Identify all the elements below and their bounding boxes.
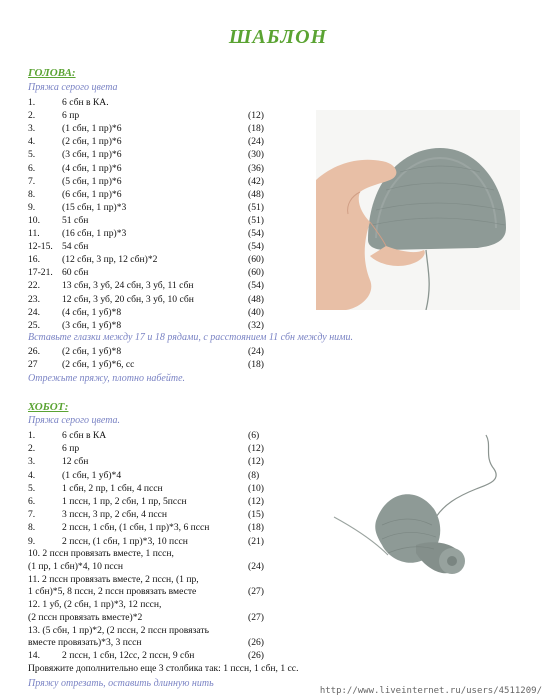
head-row-number: 7. xyxy=(28,175,36,187)
head-row-text: (4 сбн, 1 пр)*6 xyxy=(62,162,122,174)
trunk-end-note: Пряжу отрезать, оставить длинную нить xyxy=(28,678,214,689)
head-final-row-number: 27 xyxy=(28,359,38,370)
trunk-row-text: 2 пссн, (1 сбн, 1 пр)*3, 10 пссн xyxy=(62,535,188,547)
head-row-count: (42) xyxy=(248,175,264,187)
head-final-row-count: (24) xyxy=(248,346,264,357)
head-row-number: 11. xyxy=(28,228,40,239)
head-row-count: (60) xyxy=(248,267,264,279)
head-yarn-note: Пряжа серого цвета xyxy=(28,82,118,93)
head-row-text: 51 сбн xyxy=(62,214,89,226)
trunk-long-row-count: (27) xyxy=(248,611,264,623)
head-row-count: (48) xyxy=(248,293,264,305)
trunk-row-text: 1 сбн, 2 пр, 1 сбн, 4 пссн xyxy=(62,482,163,494)
head-final-row-text: (2 сбн, 1 уб)*6, сс xyxy=(62,359,135,370)
head-row-number: 12-15. xyxy=(28,241,53,253)
head-row-number: 9. xyxy=(28,201,36,213)
trunk-long-row-line1: 10. 2 пссн провязать вместе, 1 пссн, xyxy=(28,548,174,559)
head-row-text: (4 сбн, 1 уб)*8 xyxy=(62,306,122,318)
trunk-long-row-count: (24) xyxy=(248,560,264,572)
head-row-text: (3 сбн, 1 пр)*6 xyxy=(62,149,122,161)
trunk-long-row-text: (2 пссн провязать вместе)*2 xyxy=(28,611,143,623)
head-row-number: 2. xyxy=(28,110,36,122)
trunk-row-count: (18) xyxy=(248,522,264,534)
trunk-row-text: 2 пссн, 1 сбн, (1 сбн, 1 пр)*3, 6 пссн xyxy=(62,522,210,534)
head-row-text: (5 сбн, 1 пр)*6 xyxy=(62,175,122,187)
head-final-row-number: 26. xyxy=(28,346,40,357)
head-row-number: 22. xyxy=(28,280,40,292)
head-row-text: (3 сбн, 1 уб)*8 xyxy=(62,319,122,331)
head-row-count: (12) xyxy=(248,110,264,122)
trunk-row-count: (8) xyxy=(248,469,260,481)
watermark-url: http://www.liveinternet.ru/users/4511209/ xyxy=(319,686,542,696)
trunk-row-number: 4. xyxy=(28,469,36,481)
trunk-row-text: 12 сбн xyxy=(62,456,89,468)
head-row-count: (36) xyxy=(248,162,264,174)
head-row-count: (51) xyxy=(248,214,264,226)
head-row-number: 8. xyxy=(28,188,36,200)
trunk-row-number: 3. xyxy=(28,456,36,468)
head-row-text: (6 сбн, 1 пр)*6 xyxy=(62,188,122,200)
trunk-photo xyxy=(316,425,526,595)
trunk-row-number: 9. xyxy=(28,535,36,547)
head-row-count: (32) xyxy=(248,319,264,331)
trunk-row-number: 2. xyxy=(28,443,36,455)
head-row-number: 25. xyxy=(28,319,40,331)
trunk-row-number: 6. xyxy=(28,496,36,507)
head-row-number: 17-21. xyxy=(28,267,53,279)
trunk-row-count: (12) xyxy=(248,456,264,468)
head-row-number: 3. xyxy=(28,123,36,135)
eyes-note: Вставьте глазки между 17 и 18 рядами, с расстоянием 11 сбн между ними. xyxy=(28,332,354,343)
trunk-long-row-text: 1 сбн)*5, 8 пссн, 2 пссн провязать вместе xyxy=(28,586,197,597)
head-row-count: (18) xyxy=(248,123,264,135)
head-row-text: 12 сбн, 3 уб, 20 сбн, 3 уб, 10 сбн xyxy=(62,293,194,305)
trunk-row-text: 6 сбн в КА xyxy=(62,430,107,441)
head-row-count: (48) xyxy=(248,188,264,200)
head-row-count: (54) xyxy=(248,280,264,292)
head-heading: ГОЛОВА: xyxy=(28,67,76,79)
trunk-row-count: (6) xyxy=(248,430,260,441)
trunk-row-text: 1 пссн, 1 пр, 2 сбн, 1 пр, 5пссн xyxy=(62,496,187,507)
trunk-row-count: (15) xyxy=(248,509,264,521)
trunk-extra-row: Провяжите дополнительно еще 3 столбика так: 1 пссн, 1 сбн, 1 сс. xyxy=(28,663,299,674)
head-row-count: (30) xyxy=(248,149,264,161)
trunk-row-count: (12) xyxy=(248,496,264,507)
trunk-long-row-line1: 11. 2 пссн провязать вместе, 2 пссн, (1 пр, xyxy=(28,573,199,585)
head-row-count: (54) xyxy=(248,241,264,253)
head-row-number: 24. xyxy=(28,306,40,318)
trunk-row-text: (1 сбн, 1 уб)*4 xyxy=(62,469,122,481)
head-row-count: (24) xyxy=(248,136,264,148)
head-row-number: 4. xyxy=(28,136,36,148)
trunk-yarn-note: Пряжа серого цвета. xyxy=(28,415,121,426)
head-row-text: 13 сбн, 3 уб, 24 сбн, 3 уб, 11 сбн xyxy=(62,280,194,292)
trunk-long-row-text: (1 пр, 1 сбн)*4, 10 пссн xyxy=(28,560,124,572)
trunk-row-count: (21) xyxy=(248,535,264,547)
head-photo xyxy=(316,110,520,310)
trunk-heading: ХОБОТ: xyxy=(28,401,69,413)
head-row-number: 1. xyxy=(28,97,36,108)
head-row-number: 16. xyxy=(28,254,40,266)
trunk-long-row-count: (27) xyxy=(248,586,264,597)
head-row-text: (15 сбн, 1 пр)*3 xyxy=(62,201,127,213)
head-row-text: 54 сбн xyxy=(62,241,89,253)
head-final-row-text: (2 сбн, 1 уб)*8 xyxy=(62,346,122,357)
head-end-note: Отрежьте пряжу, плотно набейте. xyxy=(28,373,186,384)
head-row-count: (54) xyxy=(248,228,264,239)
trunk-row-number: 1. xyxy=(28,430,36,441)
head-row-number: 10. xyxy=(28,214,40,226)
head-row-text: (1 сбн, 1 пр)*6 xyxy=(62,123,122,135)
head-row-text: (12 сбн, 3 пр, 12 сбн)*2 xyxy=(62,254,158,266)
head-row-text: (16 сбн, 1 пр)*3 xyxy=(62,228,127,239)
trunk-long-row-text: вместе провязать)*3, 3 пссн xyxy=(28,637,142,648)
head-row-number: 23. xyxy=(28,293,40,305)
trunk-row-number: 7. xyxy=(28,509,36,521)
trunk-long-row-line1: 12. 1 уб, (2 сбн, 1 пр)*3, 12 пссн, xyxy=(28,599,162,610)
trunk-long-row-line1: 13. (5 сбн, 1 пр)*2, (2 пссн, 2 пссн провязать xyxy=(28,624,209,636)
page-title: ШАБЛОН xyxy=(228,26,328,48)
trunk-row-count: (10) xyxy=(248,482,264,494)
head-row-number: 5. xyxy=(28,149,36,161)
trunk-row-count: (12) xyxy=(248,443,264,455)
trunk-row-text: 3 пссн, 3 пр, 2 сбн, 4 пссн xyxy=(62,509,168,521)
trunk-row-number: 8. xyxy=(28,522,36,534)
head-row-text: 60 сбн xyxy=(62,267,89,279)
trunk-row-text: 6 пр xyxy=(62,443,80,455)
head-final-row-count: (18) xyxy=(248,359,264,370)
head-row-text: 6 пр xyxy=(62,110,80,122)
trunk-long-row-count: (26) xyxy=(248,637,264,648)
head-row-text: 6 сбн в КА. xyxy=(62,97,109,108)
head-row-count: (60) xyxy=(248,254,264,266)
trunk-row-number: 5. xyxy=(28,482,36,494)
head-row-number: 6. xyxy=(28,162,36,174)
head-row-count: (40) xyxy=(248,306,264,318)
head-row-text: (2 сбн, 1 пр)*6 xyxy=(62,136,122,148)
head-row-count: (51) xyxy=(248,201,264,213)
